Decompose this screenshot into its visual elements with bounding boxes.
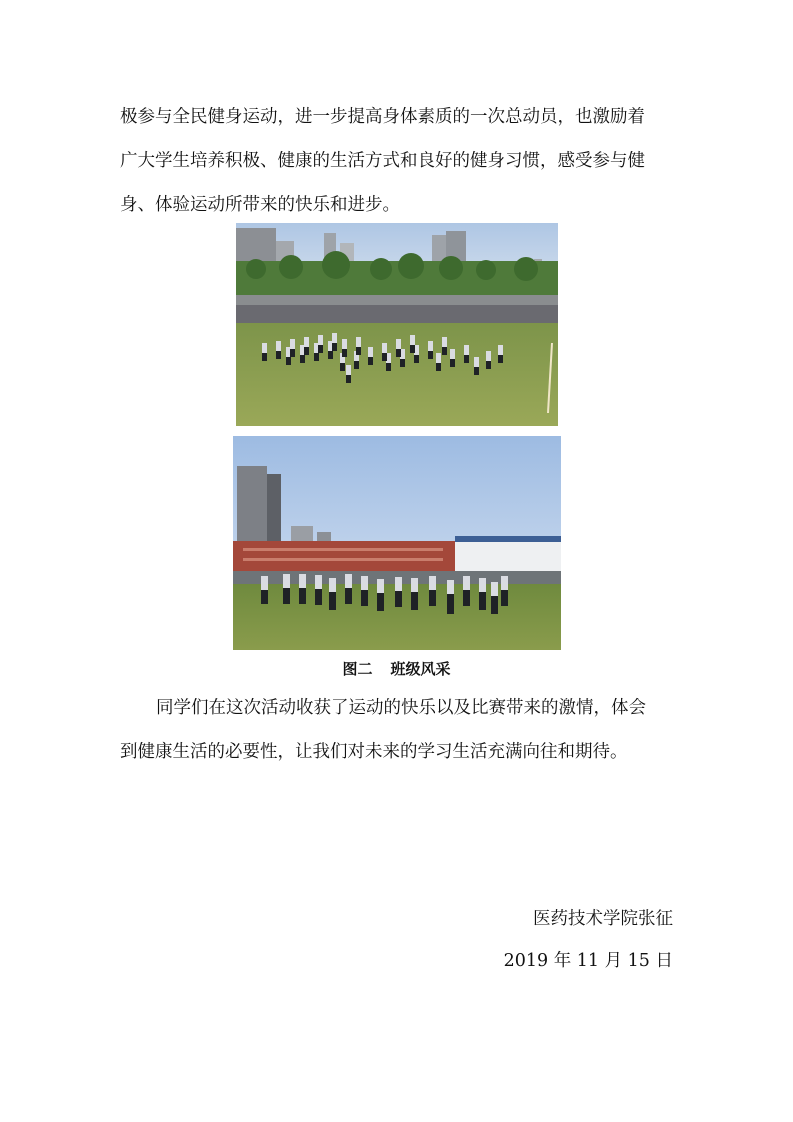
figure-label: 图二 bbox=[342, 660, 373, 678]
text-line: 到健康生活的必要性，让我们对未来的学习生活充满向往和期待。 bbox=[120, 742, 628, 762]
class-formation-photo-2 bbox=[233, 436, 561, 650]
paragraph-conclusion bbox=[120, 686, 680, 774]
text-line: 广大学生培养积极、健康的生活方式和良好的健身习惯，感受参与健 bbox=[120, 151, 645, 171]
class-formation-photo-1 bbox=[236, 223, 558, 426]
text-line: 极参与全民健身运动，进一步提高身体素质的一次总动员，也激励着 bbox=[120, 107, 645, 127]
paragraph-intro bbox=[120, 95, 680, 227]
author-signature: 医药技术学院张征 bbox=[533, 909, 673, 929]
figure-title: 班级风采 bbox=[390, 660, 451, 678]
figure-caption bbox=[0, 658, 793, 679]
signature-date: 2019 年 11 月 15 日 bbox=[503, 951, 673, 971]
text-line: 身、体验运动所带来的快乐和进步。 bbox=[120, 195, 400, 215]
text-line: 同学们在这次活动收获了运动的快乐以及比赛带来的激情，体会 bbox=[156, 698, 646, 718]
